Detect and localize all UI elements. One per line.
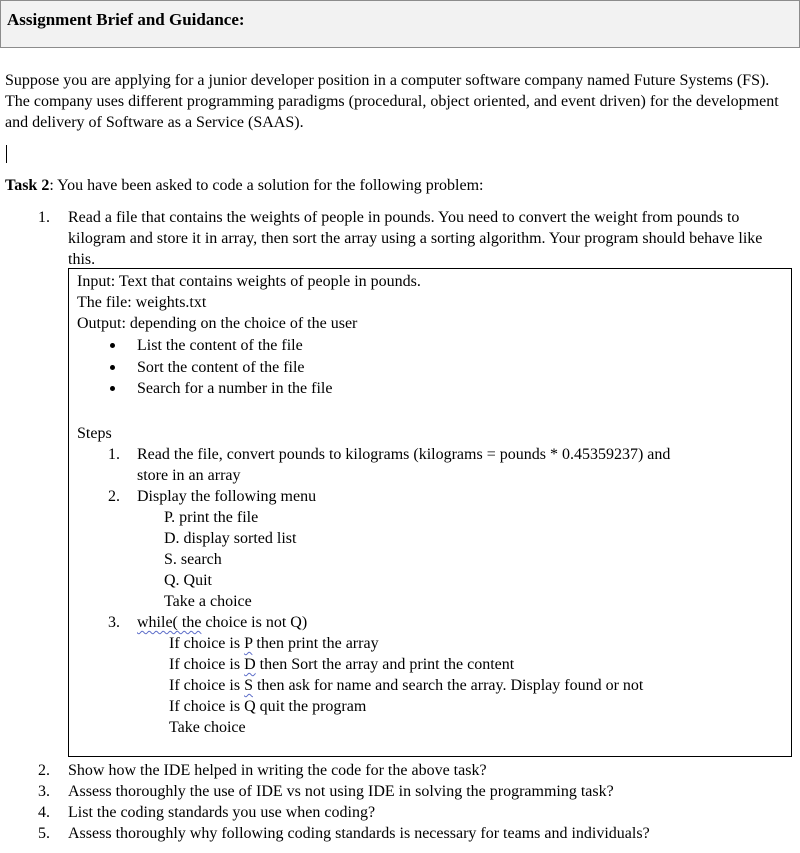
spec-input: Input: Text that contains weights of people in pounds. bbox=[77, 273, 421, 290]
step-3-number: 3. bbox=[108, 614, 120, 631]
question-3-number: 3. bbox=[38, 783, 50, 800]
condition-d: If choice is D then Sort the array and print the content bbox=[169, 656, 515, 673]
question-2-number: 2. bbox=[38, 762, 50, 779]
text-cursor bbox=[6, 145, 7, 163]
condition-p-letter: P bbox=[244, 635, 253, 652]
steps-title: Steps bbox=[77, 425, 112, 442]
menu-quit: Q. Quit bbox=[164, 572, 212, 589]
brief-header bbox=[0, 0, 800, 48]
task-heading bbox=[5, 175, 795, 196]
bullet-icon bbox=[110, 365, 115, 370]
intro-paragraph: Suppose you are applying for a junior developer position in a computer software company named Future Systems (FS). The company uses different programming paradigms (procedural, object oriented, and event driven) for the development and delivery of Software as a Service (SAAS). bbox=[5, 72, 779, 131]
item-1-text: Read a file that contains the weights of people in pounds. You need to convert the weight from pounds to kilogram and store it in array, then sort the array using a sorting algorithm. Your program should behave like this. bbox=[68, 209, 763, 268]
menu-print: P. print the file bbox=[164, 509, 259, 526]
question-2-text: Show how the IDE helped in writing the code for the above task? bbox=[68, 762, 487, 779]
question-3-text: Assess thoroughly the use of IDE vs not using IDE in solving the programming task? bbox=[68, 783, 614, 800]
spec-file: The file: weights.txt bbox=[77, 294, 207, 311]
step-3-text bbox=[137, 612, 307, 633]
condition-s-letter: S bbox=[244, 677, 253, 694]
step-3-while: while( the bbox=[137, 614, 202, 631]
bullet-icon bbox=[110, 386, 115, 391]
menu-take-choice: Take a choice bbox=[164, 593, 252, 610]
step-1-line-2: store in an array bbox=[137, 467, 241, 484]
condition-p: If choice is P then print the array bbox=[169, 635, 379, 652]
menu-sorted: D. display sorted list bbox=[164, 530, 297, 547]
bullet-sort-content: Sort the content of the file bbox=[137, 359, 305, 376]
task-label: Task 2 bbox=[5, 177, 50, 194]
step-2-text: Display the following menu bbox=[137, 488, 317, 505]
condition-d-letter: D bbox=[244, 656, 256, 673]
page-title: Assignment Brief and Guidance: bbox=[7, 10, 245, 29]
step-1-number: 1. bbox=[108, 446, 120, 463]
task-text: : You have been asked to code a solution for the following problem: bbox=[49, 177, 484, 194]
question-5-number: 5. bbox=[38, 825, 50, 842]
item-1-number: 1. bbox=[38, 209, 50, 226]
take-choice: Take choice bbox=[169, 719, 246, 736]
step-1-line-1: Read the file, convert pounds to kilograms (kilograms = pounds * 0.45359237) and bbox=[137, 446, 671, 463]
question-4-text: List the coding standards you use when coding? bbox=[68, 804, 376, 821]
question-5-text: Assess thoroughly why following coding standards is necessary for teams and individuals? bbox=[68, 825, 650, 842]
condition-s: If choice is S then ask for name and search the array. Display found or not bbox=[169, 677, 644, 694]
condition-q: If choice is Q quit the program bbox=[169, 698, 367, 715]
menu-search: S. search bbox=[164, 551, 222, 568]
spec-output: Output: depending on the choice of the user bbox=[77, 315, 358, 332]
question-4-number: 4. bbox=[38, 804, 50, 821]
bullet-list-content: List the content of the file bbox=[137, 337, 303, 354]
step-3-rest: choice is not Q) bbox=[201, 614, 308, 631]
step-2-number: 2. bbox=[108, 488, 120, 505]
program-spec-box bbox=[68, 268, 792, 757]
bullet-icon bbox=[110, 343, 115, 348]
bullet-search-number: Search for a number in the file bbox=[137, 380, 333, 397]
